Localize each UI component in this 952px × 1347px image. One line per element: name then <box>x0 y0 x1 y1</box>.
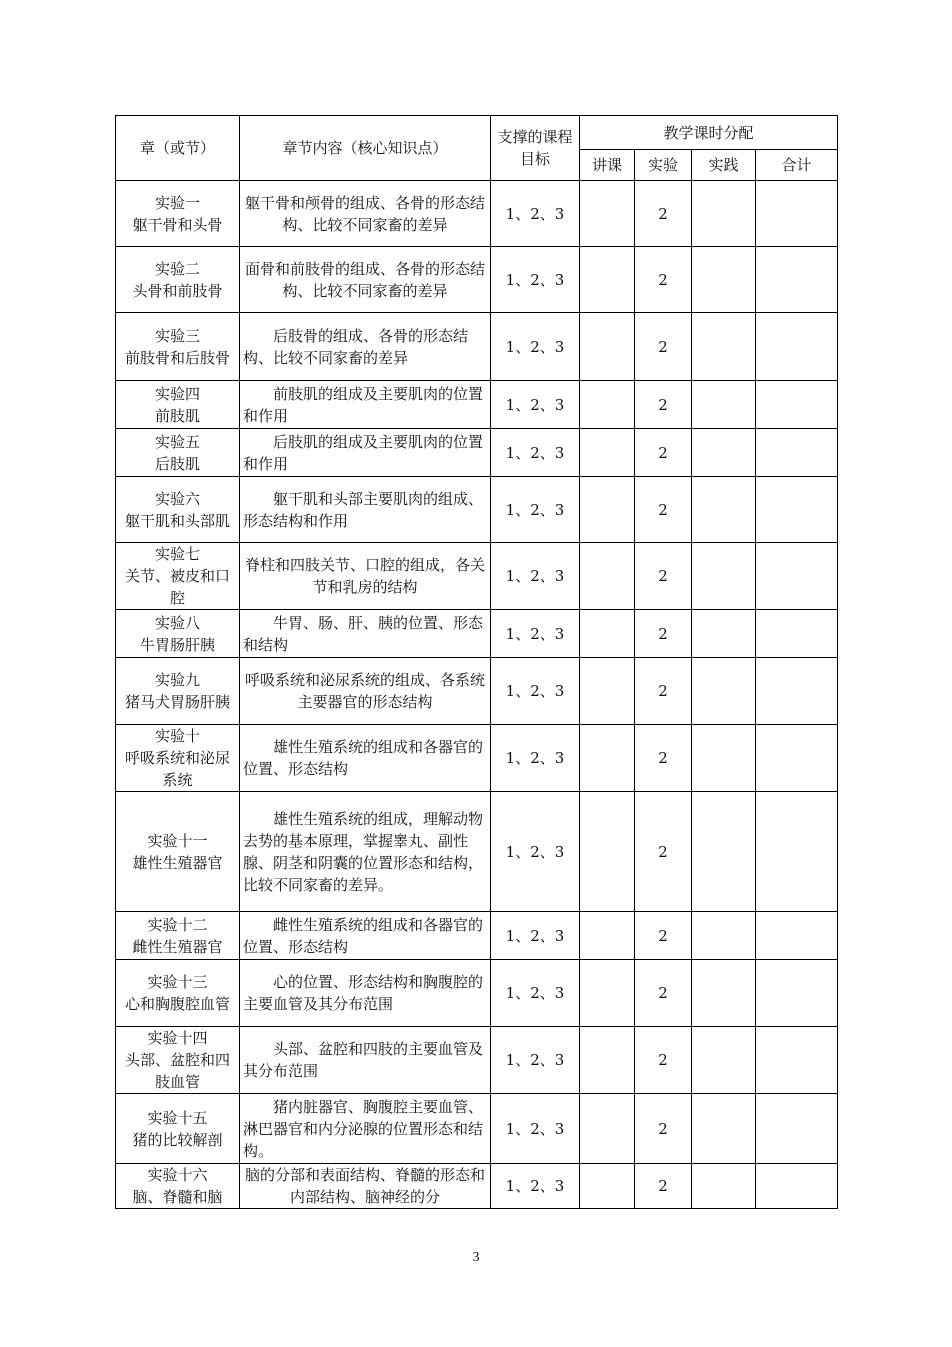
practice-cell <box>692 381 756 429</box>
total-cell <box>756 912 838 960</box>
chapter-title: 实验六 <box>154 489 200 508</box>
chapter-subtitle: 头骨和前肢骨 <box>132 281 223 300</box>
experiment-cell: 2 <box>635 1027 692 1094</box>
objectives-cell: 1、2、3 <box>491 725 580 792</box>
header-hours: 教学课时分配 <box>580 116 838 150</box>
chapter-title: 实验七 <box>154 545 200 563</box>
practice-cell <box>692 658 756 725</box>
experiment-cell: 2 <box>635 543 692 610</box>
header-objectives: 支撑的课程目标 <box>491 116 580 181</box>
table-row <box>116 247 838 313</box>
chapter-subtitle: 头部、盆腔和四肢血管 <box>124 1051 230 1091</box>
total-cell <box>756 960 838 1027</box>
total-cell <box>756 1027 838 1094</box>
experiment-cell: 2 <box>635 1164 692 1209</box>
experiment-cell: 2 <box>635 313 692 381</box>
chapter-title: 实验十四 <box>147 1029 208 1047</box>
total-cell <box>756 725 838 792</box>
chapter-subtitle: 呼吸系统和泌尿系统 <box>124 749 230 789</box>
objectives-cell: 1、2、3 <box>491 658 580 725</box>
total-cell <box>756 181 838 247</box>
chapter-cell <box>116 792 240 912</box>
experiment-cell: 2 <box>635 247 692 313</box>
chapter-subtitle: 雌性生殖器官 <box>132 937 223 956</box>
experiment-cell: 2 <box>635 912 692 960</box>
chapter-subtitle: 心和胸腹腔血管 <box>124 995 230 1013</box>
content-cell: 牛胃、肠、肝、胰的位置、形态和结构 <box>240 610 491 658</box>
experiment-cell: 2 <box>635 181 692 247</box>
chapter-title: 实验九 <box>154 671 200 689</box>
table-row <box>116 792 838 912</box>
chapter-title: 实验十六 <box>147 1166 208 1184</box>
content-cell: 脊柱和四肢关节、口腔的组成，各关节和乳房的结构 <box>240 543 491 610</box>
chapter-cell <box>116 725 240 792</box>
chapter-title: 实验三 <box>154 326 200 345</box>
chapter-title: 实验八 <box>154 613 200 632</box>
lecture-cell <box>580 313 635 381</box>
chapter-cell <box>116 610 240 658</box>
lecture-cell <box>580 960 635 1027</box>
practice-cell <box>692 1027 756 1094</box>
table-row <box>116 725 838 792</box>
objectives-cell: 1、2、3 <box>491 477 580 543</box>
lecture-cell <box>580 543 635 610</box>
chapter-subtitle: 牛胃肠肝胰 <box>139 635 215 654</box>
content-cell: 雌性生殖系统的组成和各器官的位置、形态结构 <box>240 912 491 960</box>
table-row <box>116 1094 838 1164</box>
objectives-cell: 1、2、3 <box>491 912 580 960</box>
table-row <box>116 912 838 960</box>
practice-cell <box>692 1094 756 1164</box>
content-cell: 头部、盆腔和四肢的主要血管及其分布范围 <box>240 1027 491 1094</box>
practice-cell <box>692 247 756 313</box>
chapter-cell <box>116 960 240 1027</box>
content-cell: 面骨和前肢骨的组成、各骨的形态结构、比较不同家畜的差异 <box>240 247 491 313</box>
chapter-cell <box>116 429 240 477</box>
course-hours-table <box>115 115 838 1209</box>
practice-cell <box>692 543 756 610</box>
content-cell: 后肢骨的组成、各骨的形态结构、比较不同家畜的差异 <box>240 313 491 381</box>
experiment-cell: 2 <box>635 725 692 792</box>
lecture-cell <box>580 610 635 658</box>
chapter-cell <box>116 1027 240 1094</box>
practice-cell <box>692 181 756 247</box>
header-experiment: 实验 <box>635 150 692 181</box>
content-cell: 脑的分部和表面结构、脊髓的形态和内部结构、脑神经的分 <box>240 1164 491 1209</box>
table-row <box>116 658 838 725</box>
page-number: 3 <box>472 1250 480 1265</box>
table-row <box>116 610 838 658</box>
chapter-title: 实验十二 <box>147 915 208 934</box>
chapter-cell <box>116 1094 240 1164</box>
objectives-cell: 1、2、3 <box>491 247 580 313</box>
header-content: 章节内容（核心知识点） <box>240 116 491 181</box>
objectives-cell: 1、2、3 <box>491 313 580 381</box>
table-row <box>116 477 838 543</box>
lecture-cell <box>580 429 635 477</box>
content-cell: 心的位置、形态结构和胸腹腔的主要血管及其分布范围 <box>240 960 491 1027</box>
objectives-cell: 1、2、3 <box>491 1094 580 1164</box>
practice-cell <box>692 792 756 912</box>
chapter-title: 实验五 <box>154 432 200 451</box>
content-cell: 雄性生殖系统的组成和各器官的位置、形态结构 <box>240 725 491 792</box>
total-cell <box>756 610 838 658</box>
practice-cell <box>692 725 756 792</box>
objectives-cell: 1、2、3 <box>491 429 580 477</box>
lecture-cell <box>580 792 635 912</box>
header-lecture: 讲课 <box>580 150 635 181</box>
chapter-title: 实验十五 <box>147 1108 208 1127</box>
header-total: 合计 <box>756 150 838 181</box>
practice-cell <box>692 477 756 543</box>
chapter-subtitle: 猪的比较解剖 <box>132 1130 223 1149</box>
table-row <box>116 429 838 477</box>
objectives-cell: 1、2、3 <box>491 1027 580 1094</box>
table-row <box>116 313 838 381</box>
chapter-title: 实验一 <box>154 193 200 212</box>
total-cell <box>756 429 838 477</box>
header-practice: 实践 <box>692 150 756 181</box>
practice-cell <box>692 313 756 381</box>
chapter-cell <box>116 912 240 960</box>
objectives-cell: 1、2、3 <box>491 1164 580 1209</box>
chapter-title: 实验二 <box>154 259 200 278</box>
chapter-cell <box>116 658 240 725</box>
chapter-title: 实验十 <box>154 727 200 745</box>
chapter-cell <box>116 477 240 543</box>
chapter-subtitle: 前肢骨和后肢骨 <box>124 348 230 367</box>
table-row <box>116 1164 838 1209</box>
practice-cell <box>692 912 756 960</box>
content-cell: 雄性生殖系统的组成，理解动物去势的基本原理，掌握睾丸、副性腺、阴茎和阴囊的位置形态和结构，比较不同家畜的差异。 <box>240 792 491 912</box>
total-cell <box>756 313 838 381</box>
content-cell: 前肢肌的组成及主要肌肉的位置和作用 <box>240 381 491 429</box>
chapter-title: 实验十三 <box>147 973 208 991</box>
lecture-cell <box>580 725 635 792</box>
total-cell <box>756 1094 838 1164</box>
experiment-cell: 2 <box>635 792 692 912</box>
practice-cell <box>692 960 756 1027</box>
total-cell <box>756 792 838 912</box>
chapter-subtitle: 雄性生殖器官 <box>132 853 223 872</box>
table-row <box>116 181 838 247</box>
chapter-cell <box>116 313 240 381</box>
total-cell <box>756 658 838 725</box>
lecture-cell <box>580 1027 635 1094</box>
objectives-cell: 1、2、3 <box>491 792 580 912</box>
experiment-cell: 2 <box>635 610 692 658</box>
experiment-cell: 2 <box>635 1094 692 1164</box>
lecture-cell <box>580 381 635 429</box>
total-cell <box>756 477 838 543</box>
practice-cell <box>692 429 756 477</box>
objectives-cell: 1、2、3 <box>491 543 580 610</box>
lecture-cell <box>580 1164 635 1209</box>
experiment-cell: 2 <box>635 381 692 429</box>
chapter-subtitle: 躯干肌和头部肌 <box>124 511 230 530</box>
chapter-cell <box>116 1164 240 1209</box>
chapter-subtitle: 关节、被皮和口腔 <box>124 567 230 607</box>
experiment-cell: 2 <box>635 960 692 1027</box>
experiment-cell: 2 <box>635 429 692 477</box>
chapter-cell <box>116 181 240 247</box>
chapter-cell <box>116 543 240 610</box>
content-cell: 躯干骨和颅骨的组成、各骨的形态结构、比较不同家畜的差异 <box>240 181 491 247</box>
header-chapter: 章（或节） <box>116 116 240 181</box>
lecture-cell <box>580 1094 635 1164</box>
content-cell: 猪内脏器官、胸腹腔主要血管、淋巴器官和内分泌腺的位置形态和结构。 <box>240 1094 491 1164</box>
practice-cell <box>692 1164 756 1209</box>
table-row <box>116 960 838 1027</box>
chapter-subtitle: 后肢肌 <box>154 454 200 473</box>
chapter-subtitle: 前肢肌 <box>154 406 200 425</box>
total-cell <box>756 381 838 429</box>
content-cell: 呼吸系统和泌尿系统的组成、各系统主要器官的形态结构 <box>240 658 491 725</box>
lecture-cell <box>580 912 635 960</box>
lecture-cell <box>580 477 635 543</box>
table-row <box>116 381 838 429</box>
header-row-1 <box>116 116 838 150</box>
lecture-cell <box>580 181 635 247</box>
objectives-cell: 1、2、3 <box>491 610 580 658</box>
experiment-cell: 2 <box>635 658 692 725</box>
objectives-cell: 1、2、3 <box>491 960 580 1027</box>
experiment-cell: 2 <box>635 477 692 543</box>
total-cell <box>756 247 838 313</box>
practice-cell <box>692 610 756 658</box>
chapter-subtitle: 猪马犬胃肠肝胰 <box>124 693 230 711</box>
chapter-subtitle: 躯干骨和头骨 <box>132 215 223 234</box>
content-cell: 后肢肌的组成及主要肌肉的位置和作用 <box>240 429 491 477</box>
objectives-cell: 1、2、3 <box>491 381 580 429</box>
chapter-cell <box>116 247 240 313</box>
chapter-title: 实验四 <box>154 384 200 403</box>
chapter-subtitle: 脑、脊髓和脑 <box>132 1188 223 1206</box>
chapter-cell <box>116 381 240 429</box>
table-row <box>116 543 838 610</box>
content-cell: 躯干肌和头部主要肌肉的组成、形态结构和作用 <box>240 477 491 543</box>
total-cell <box>756 1164 838 1209</box>
lecture-cell <box>580 247 635 313</box>
total-cell <box>756 543 838 610</box>
table-row <box>116 1027 838 1094</box>
chapter-title: 实验十一 <box>147 831 208 850</box>
lecture-cell <box>580 658 635 725</box>
objectives-cell: 1、2、3 <box>491 181 580 247</box>
